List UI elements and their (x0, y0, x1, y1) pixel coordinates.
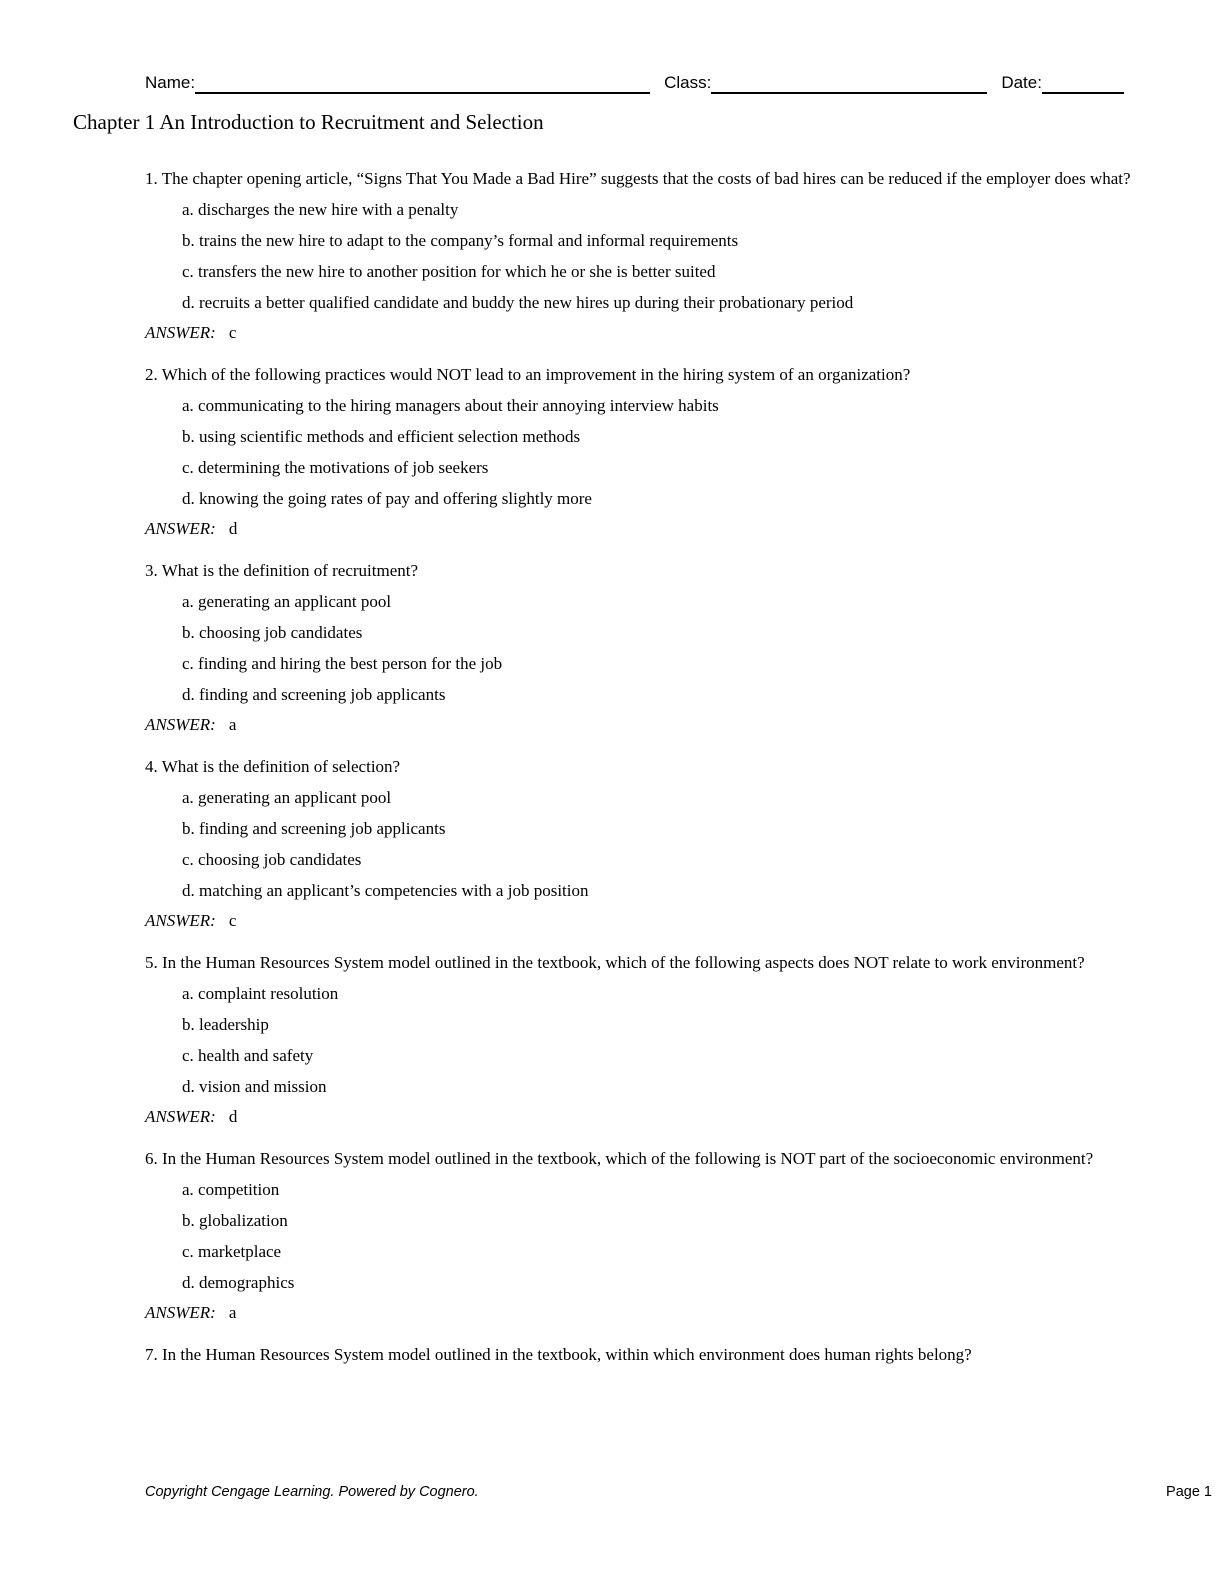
question-option-a: a. generating an applicant pool (182, 592, 392, 611)
question-option-b: b. choosing job candidates (182, 623, 363, 642)
question-option-b: b. trains the new hire to adapt to the company’s formal and informal requirements (182, 231, 739, 250)
question-4 (145, 754, 1197, 934)
answer-label: ANSWER: (145, 911, 216, 930)
question-option-c: c. health and safety (182, 1046, 314, 1065)
answer-line (145, 712, 1197, 738)
question-text: 4. What is the definition of selection? (145, 757, 401, 776)
copyright-text: Copyright Cengage Learning. Powered by Cognero. (145, 1484, 479, 1500)
page-title: Chapter 1 An Introduction to Recruitment and Selection (73, 110, 544, 134)
question-option-b: b. finding and screening job applicants (182, 819, 446, 838)
question-7-partial (145, 1342, 1197, 1368)
header-fill-in-row (145, 70, 1145, 95)
question-option-d: d. finding and screening job applicants (182, 685, 446, 704)
question-option-d: d. demographics (182, 1273, 295, 1292)
name-label: Name: (145, 73, 196, 92)
question-3 (145, 558, 1197, 738)
answer-label: ANSWER: (145, 323, 216, 342)
question-option-a: a. generating an applicant pool (182, 788, 392, 807)
question-option-a: a. competition (182, 1180, 280, 1199)
question-text: 7. In the Human Resources System model outlined in the textbook, within which environment does human rights belong? (145, 1345, 972, 1364)
name-fill-line (195, 70, 650, 94)
question-text: 2. Which of the following practices would NOT lead to an improvement in the hiring system of an organization? (145, 365, 911, 384)
date-fill-line (1042, 70, 1124, 94)
question-1 (145, 166, 1197, 346)
question-option-d: d. recruits a better qualified candidate and buddy the new hires up during their probationary period (182, 293, 854, 312)
class-fill-line (711, 70, 987, 94)
question-6 (145, 1146, 1197, 1326)
question-text: 6. In the Human Resources System model outlined in the textbook, which of the following is NOT part of the socioeconomic environment? (145, 1149, 1094, 1168)
question-option-a: a. complaint resolution (182, 984, 339, 1003)
date-label: Date: (1001, 73, 1042, 92)
question-option-d: d. matching an applicant’s competencies with a job position (182, 881, 589, 900)
question-option-b: b. using scientific methods and efficient selection methods (182, 427, 581, 446)
answer-line (145, 1300, 1197, 1326)
answer-value: c (228, 323, 237, 342)
question-text: 1. The chapter opening article, “Signs That You Made a Bad Hire” suggests that the costs of bad hires can be reduced if the employer does what? (145, 169, 1131, 188)
answer-line (145, 1104, 1197, 1130)
question-option-c: c. transfers the new hire to another position for which he or she is better suited (182, 262, 716, 281)
question-option-d: d. vision and mission (182, 1077, 327, 1096)
question-option-c: c. marketplace (182, 1242, 282, 1261)
question-text: 3. What is the definition of recruitment? (145, 561, 419, 580)
question-option-c: c. choosing job candidates (182, 850, 362, 869)
question-5 (145, 950, 1197, 1130)
question-option-b: b. globalization (182, 1211, 288, 1230)
question-2 (145, 362, 1197, 542)
question-option-b: b. leadership (182, 1015, 269, 1034)
answer-value: d (228, 519, 238, 538)
answer-line (145, 320, 1197, 346)
answer-label: ANSWER: (145, 519, 216, 538)
answer-value: a (228, 1303, 237, 1322)
answer-line (145, 516, 1197, 542)
answer-value: c (228, 911, 237, 930)
question-option-a: a. discharges the new hire with a penalty (182, 200, 459, 219)
answer-value: a (228, 715, 237, 734)
answer-label: ANSWER: (145, 1303, 216, 1322)
answer-label: ANSWER: (145, 715, 216, 734)
page-number: Page 1 (1166, 1484, 1212, 1500)
question-option-c: c. finding and hiring the best person for the job (182, 654, 503, 673)
question-option-a: a. communicating to the hiring managers about their annoying interview habits (182, 396, 719, 415)
answer-line (145, 908, 1197, 934)
question-list (145, 166, 1197, 1368)
question-text: 5. In the Human Resources System model outlined in the textbook, which of the following aspects does NOT relate to work environment? (145, 953, 1085, 972)
question-option-c: c. determining the motivations of job seekers (182, 458, 489, 477)
class-label: Class: (664, 73, 712, 92)
page-footer (145, 1484, 1212, 1500)
answer-label: ANSWER: (145, 1107, 216, 1126)
question-option-d: d. knowing the going rates of pay and offering slightly more (182, 489, 592, 508)
answer-value: d (228, 1107, 238, 1126)
